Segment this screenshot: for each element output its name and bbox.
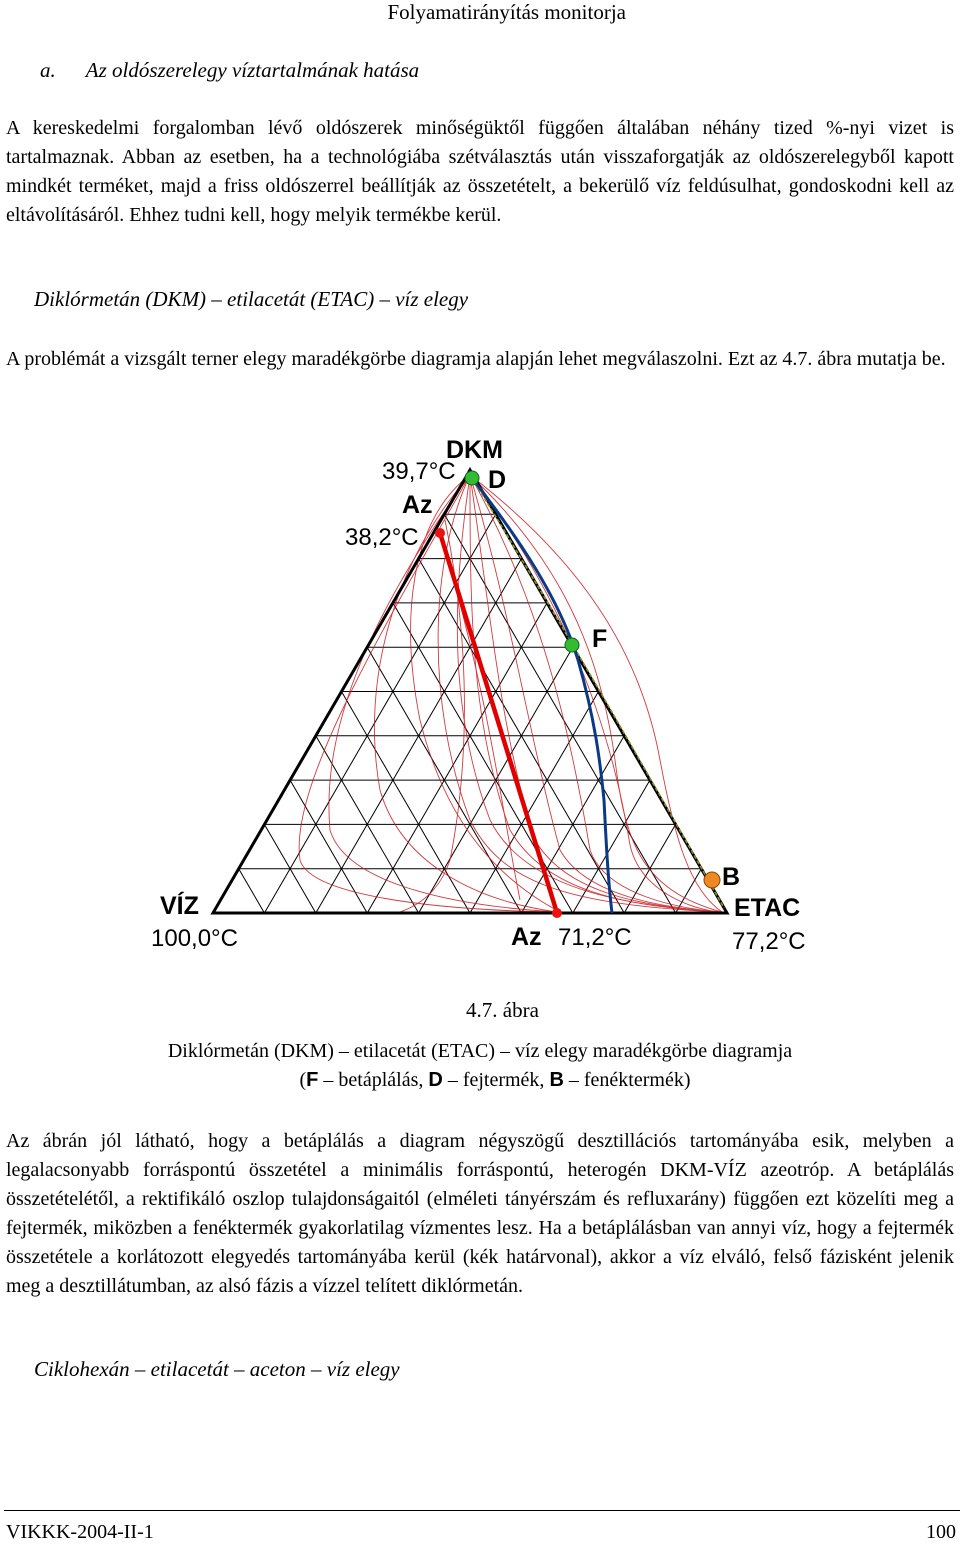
caption-d: D [428,1069,443,1091]
label-az-bottom-temp: 71,2°C [558,924,632,951]
label-dkm-temp: 39,7°C [382,458,456,485]
caption-b-text: – fenéktermék) [563,1069,691,1091]
footer-page-number: 100 [926,1521,956,1543]
paragraph-2: A problémát a vizsgált terner elegy maradékgörbe diagramja alapján lehet megválaszolni. Ezt az 4.7. ábra mutatja be. [6,348,946,370]
caption-f: F [306,1069,319,1091]
caption-b: B [549,1069,564,1091]
grid-line-right [367,603,547,913]
caption-paren: ( [299,1069,307,1091]
residue-curve [470,475,722,912]
label-b: B [722,863,741,891]
grid-line-right [470,692,599,914]
residue-curve [440,533,520,900]
running-header: Folyamatirányítás monitorja [387,0,626,24]
residue-curve-figure [0,425,960,985]
az-top-marker [435,528,445,538]
label-dkm: DKM [446,436,503,464]
grid-line-left [239,869,265,913]
ternary-diagram [0,425,960,985]
point-b-marker [704,872,720,888]
label-az-bottom: Az [511,923,542,951]
paragraph-1: A kereskedelmi forgalomban lévő oldószerek minőségüktől függően általában néhány tized %-nyi vizet is tartalmaznak. Abban az esetben, ha a technológiába szétválasztás után visszaforgatják az oldószerelegyből kapott mindkét terméket, majd a friss oldószerrel beállítják az összetételt, a bekerülő víz feldúsulhat, gondoskodni kell az eltávolításáról. Ehhez tudni kell, hogy melyik termékbe kerül. [6,117,954,226]
figure-caption-line1: Diklórmetán (DKM) – etilacetát (ETAC) – víz elegy maradékgörbe diagramja [167,1040,793,1062]
az-bottom-marker [552,908,562,918]
residue-curve [470,475,722,912]
label-viz: VÍZ [160,892,199,920]
residue-curve [470,475,722,912]
residue-curve [470,475,722,912]
figure-caption-line2 [0,1069,960,1092]
point-f-marker [565,638,579,652]
label-viz-temp: 100,0°C [151,925,238,952]
caption-d-text: – fejtermék, [442,1069,550,1091]
point-d-marker [465,471,479,485]
footer-document-id: VIKKK-2004-II-1 [6,1521,154,1543]
subheading-cyclohexane: Ciklohexán – etilacetát – aceton – víz elegy [34,1357,400,1381]
section-title: Az oldószerelegy víztartalmának hatása [85,58,420,82]
label-etac: ETAC [734,894,801,922]
section-heading [40,58,419,83]
figure-number: 4.7. ábra [466,998,539,1022]
grid-line-left [393,603,573,913]
residue-curve [470,475,722,912]
residue-curve [470,475,722,912]
label-f: F [592,625,608,653]
section-label: a. [40,58,56,82]
footer-rule [4,1510,960,1511]
label-az-top-temp: 38,2°C [345,524,419,551]
label-etac-temp: 77,2°C [732,928,806,955]
caption-f-text: – betáplálás, [318,1069,429,1091]
label-az-top: Az [402,491,433,519]
label-d: D [488,466,507,494]
paragraph-3: Az ábrán jól látható, hogy a betáplálás a diagram négyszögű desztillációs tartományába esik, melyben a legalacsonyabb forráspontú összetétel a minimális forráspontú, heterogén DKM-VÍZ azeotróp. A betáplálás összetételétől, a rektifikáló oszlop tulajdonságaitól (elméleti tányérszám és refluxarány) függően ezt közelíti meg a fejtermék, miközben a fenéktermék gyakorlatilag vízmentes lesz. Ha a betáplálásban van annyi víz, hogy a fejtermék összetétele a korlátozott elegyedés tartományába kerül (kék határvonal), akkor a víz elváló, felső fázisként jelenik meg a desztillátumban, az alsó fázis a vízzel telített diklórmetán. [6,1130,954,1297]
subheading-dkm-etac-water: Diklórmetán (DKM) – etilacetát (ETAC) – víz elegy [34,287,469,311]
residue-curve [470,475,722,912]
grid-line-left [444,514,675,913]
